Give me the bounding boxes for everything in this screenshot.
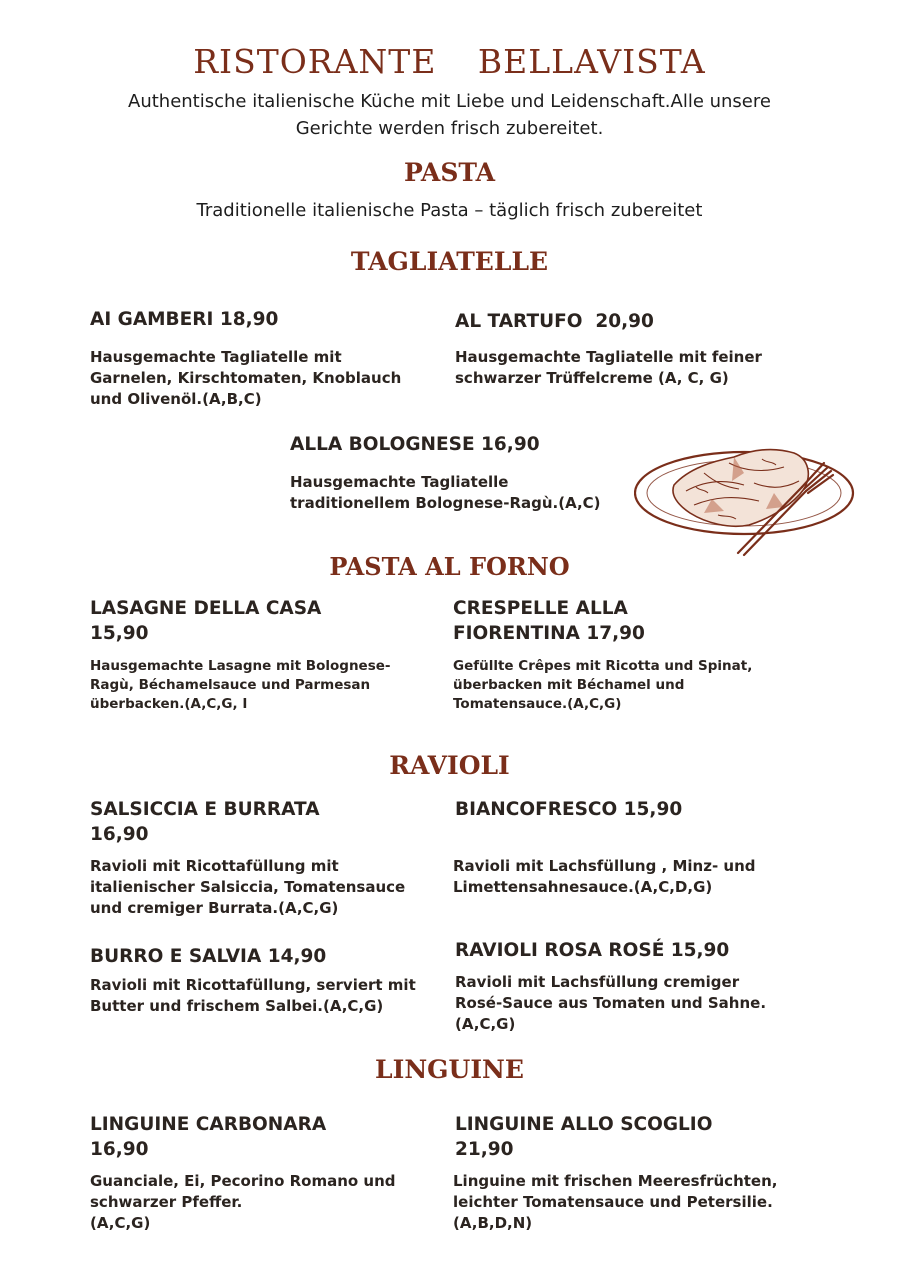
desc-line: Ragù, Béchamelsauce und Parmesan (90, 677, 371, 693)
dish-name (90, 1112, 435, 1162)
desc-line: schwarzer Pfeffer. (90, 1193, 243, 1211)
dish-name (453, 596, 833, 646)
dish-name (90, 596, 435, 646)
dish-description (455, 347, 835, 389)
section-title-pasta-al-forno: PASTA AL FORNO (329, 552, 570, 581)
dish-name-line: FIORENTINA 17,90 (453, 623, 645, 644)
menu-item-ai-gamberi (90, 307, 440, 410)
dish-name-line: CRESPELLE ALLA (453, 598, 628, 619)
desc-line: Garnelen, Kirschtomaten, Knoblauch (90, 369, 402, 387)
desc-line: Hausgemachte Lasagne mit Bolognese- (90, 658, 391, 674)
desc-line: leichter Tomatensauce und Petersilie. (453, 1193, 773, 1211)
desc-line: (A,B,D,N) (453, 1214, 533, 1232)
desc-line: überbacken mit Béchamel und (453, 677, 685, 693)
tagline-line-1: Authentische italienische Küche mit Liebe und Leidenschaft.Alle unsere (128, 91, 771, 112)
desc-line: Ravioli mit Lachsfüllung , Minz- und (453, 857, 756, 875)
dish-description (453, 856, 835, 898)
dish-name: BURRO E SALVIA 14,90 (90, 946, 327, 967)
dish-description (453, 657, 833, 714)
dish-description (90, 856, 435, 919)
dish-description (90, 657, 435, 714)
desc-line: Ravioli mit Lachsfüllung cremiger (455, 973, 740, 991)
menu-item-ravioli-rosa-rose (455, 938, 835, 1035)
section-title-linguine: LINGUINE (375, 1055, 524, 1084)
desc-line: überbacken.(A,C,G, I (90, 696, 248, 712)
menu-item-salsiccia-e-burrata (90, 797, 435, 919)
menu-item-linguine-allo-scoglio (455, 1112, 835, 1234)
dish-description (90, 975, 435, 1017)
desc-line: Butter und frischem Salbei.(A,C,G) (90, 997, 384, 1015)
menu-item-biancofresco (455, 797, 835, 898)
dish-description (290, 472, 630, 514)
dish-name: ALLA BOLOGNESE 16,90 (290, 434, 540, 455)
desc-line: schwarzer Trüffelcreme (A, C, G) (455, 369, 729, 387)
section-title-tagliatelle: TAGLIATELLE (350, 247, 549, 276)
dish-name (455, 1112, 835, 1162)
dish-name (90, 797, 435, 847)
dish-description (90, 347, 440, 410)
dish-description (453, 1171, 835, 1234)
desc-line: (A,C,G) (90, 1214, 151, 1232)
desc-line: (A,C,G) (455, 1015, 516, 1033)
menu-item-al-tartufo (455, 309, 835, 389)
dish-name-line: LASAGNE DELLA CASA (90, 598, 322, 619)
restaurant-name: RISTORANTE BELLAVISTA (193, 42, 706, 81)
dish-name: AL TARTUFO 20,90 (455, 311, 654, 332)
dish-description (90, 1171, 435, 1234)
pasta-plate-with-fork-icon (634, 443, 860, 559)
desc-line: und Olivenöl.(A,B,C) (90, 390, 262, 408)
dish-name: BIANCOFRESCO 15,90 (455, 799, 683, 820)
desc-line: Ravioli mit Ricottafüllung, serviert mit (90, 976, 416, 994)
menu-item-burro-e-salvia (90, 944, 435, 1017)
desc-line: Tomatensauce.(A,C,G) (453, 696, 622, 712)
section-title-pasta: PASTA (403, 158, 496, 187)
desc-line: Hausgemachte Tagliatelle mit (90, 348, 342, 366)
dish-name-line: LINGUINE CARBONARA (90, 1114, 327, 1135)
desc-line: Gefüllte Crêpes mit Ricotta und Spinat, (453, 658, 753, 674)
menu-item-lasagne-della-casa (90, 596, 435, 714)
desc-line: Ravioli mit Ricottafüllung mit (90, 857, 339, 875)
dish-name-line: SALSICCIA E BURRATA (90, 799, 320, 820)
dish-price: 15,90 (90, 623, 149, 644)
dish-price: 16,90 (90, 1139, 149, 1160)
tagline (0, 88, 899, 142)
dish-name: AI GAMBERI 18,90 (90, 309, 279, 330)
desc-line: und cremiger Burrata.(A,C,G) (90, 899, 339, 917)
desc-line: Hausgemachte Tagliatelle (290, 473, 509, 491)
dish-name: RAVIOLI ROSA ROSÉ 15,90 (455, 940, 730, 961)
section-subtitle-pasta: Traditionelle italienische Pasta – täglich frisch zubereitet (196, 200, 703, 221)
section-title-ravioli: RAVIOLI (389, 751, 510, 780)
dish-description (455, 972, 835, 1035)
desc-line: Hausgemachte Tagliatelle mit feiner (455, 348, 762, 366)
desc-line: Linguine mit frischen Meeresfrüchten, (453, 1172, 778, 1190)
desc-line: traditionellem Bolognese-Ragù.(A,C) (290, 494, 601, 512)
tagline-line-2: Gerichte werden frisch zubereitet. (295, 118, 604, 139)
dish-price: 16,90 (90, 824, 149, 845)
dish-price: 21,90 (455, 1139, 514, 1160)
desc-line: Rosé-Sauce aus Tomaten und Sahne. (455, 994, 767, 1012)
menu-item-crespelle-alla-fiorentina (453, 596, 833, 714)
menu-item-alla-bolognese (290, 432, 630, 514)
menu-item-linguine-carbonara (90, 1112, 435, 1234)
desc-line: Limettensahnesauce.(A,C,D,G) (453, 878, 713, 896)
desc-line: italienischer Salsiccia, Tomatensauce (90, 878, 406, 896)
dish-name-line: LINGUINE ALLO SCOGLIO (455, 1114, 713, 1135)
desc-line: Guanciale, Ei, Pecorino Romano und (90, 1172, 396, 1190)
